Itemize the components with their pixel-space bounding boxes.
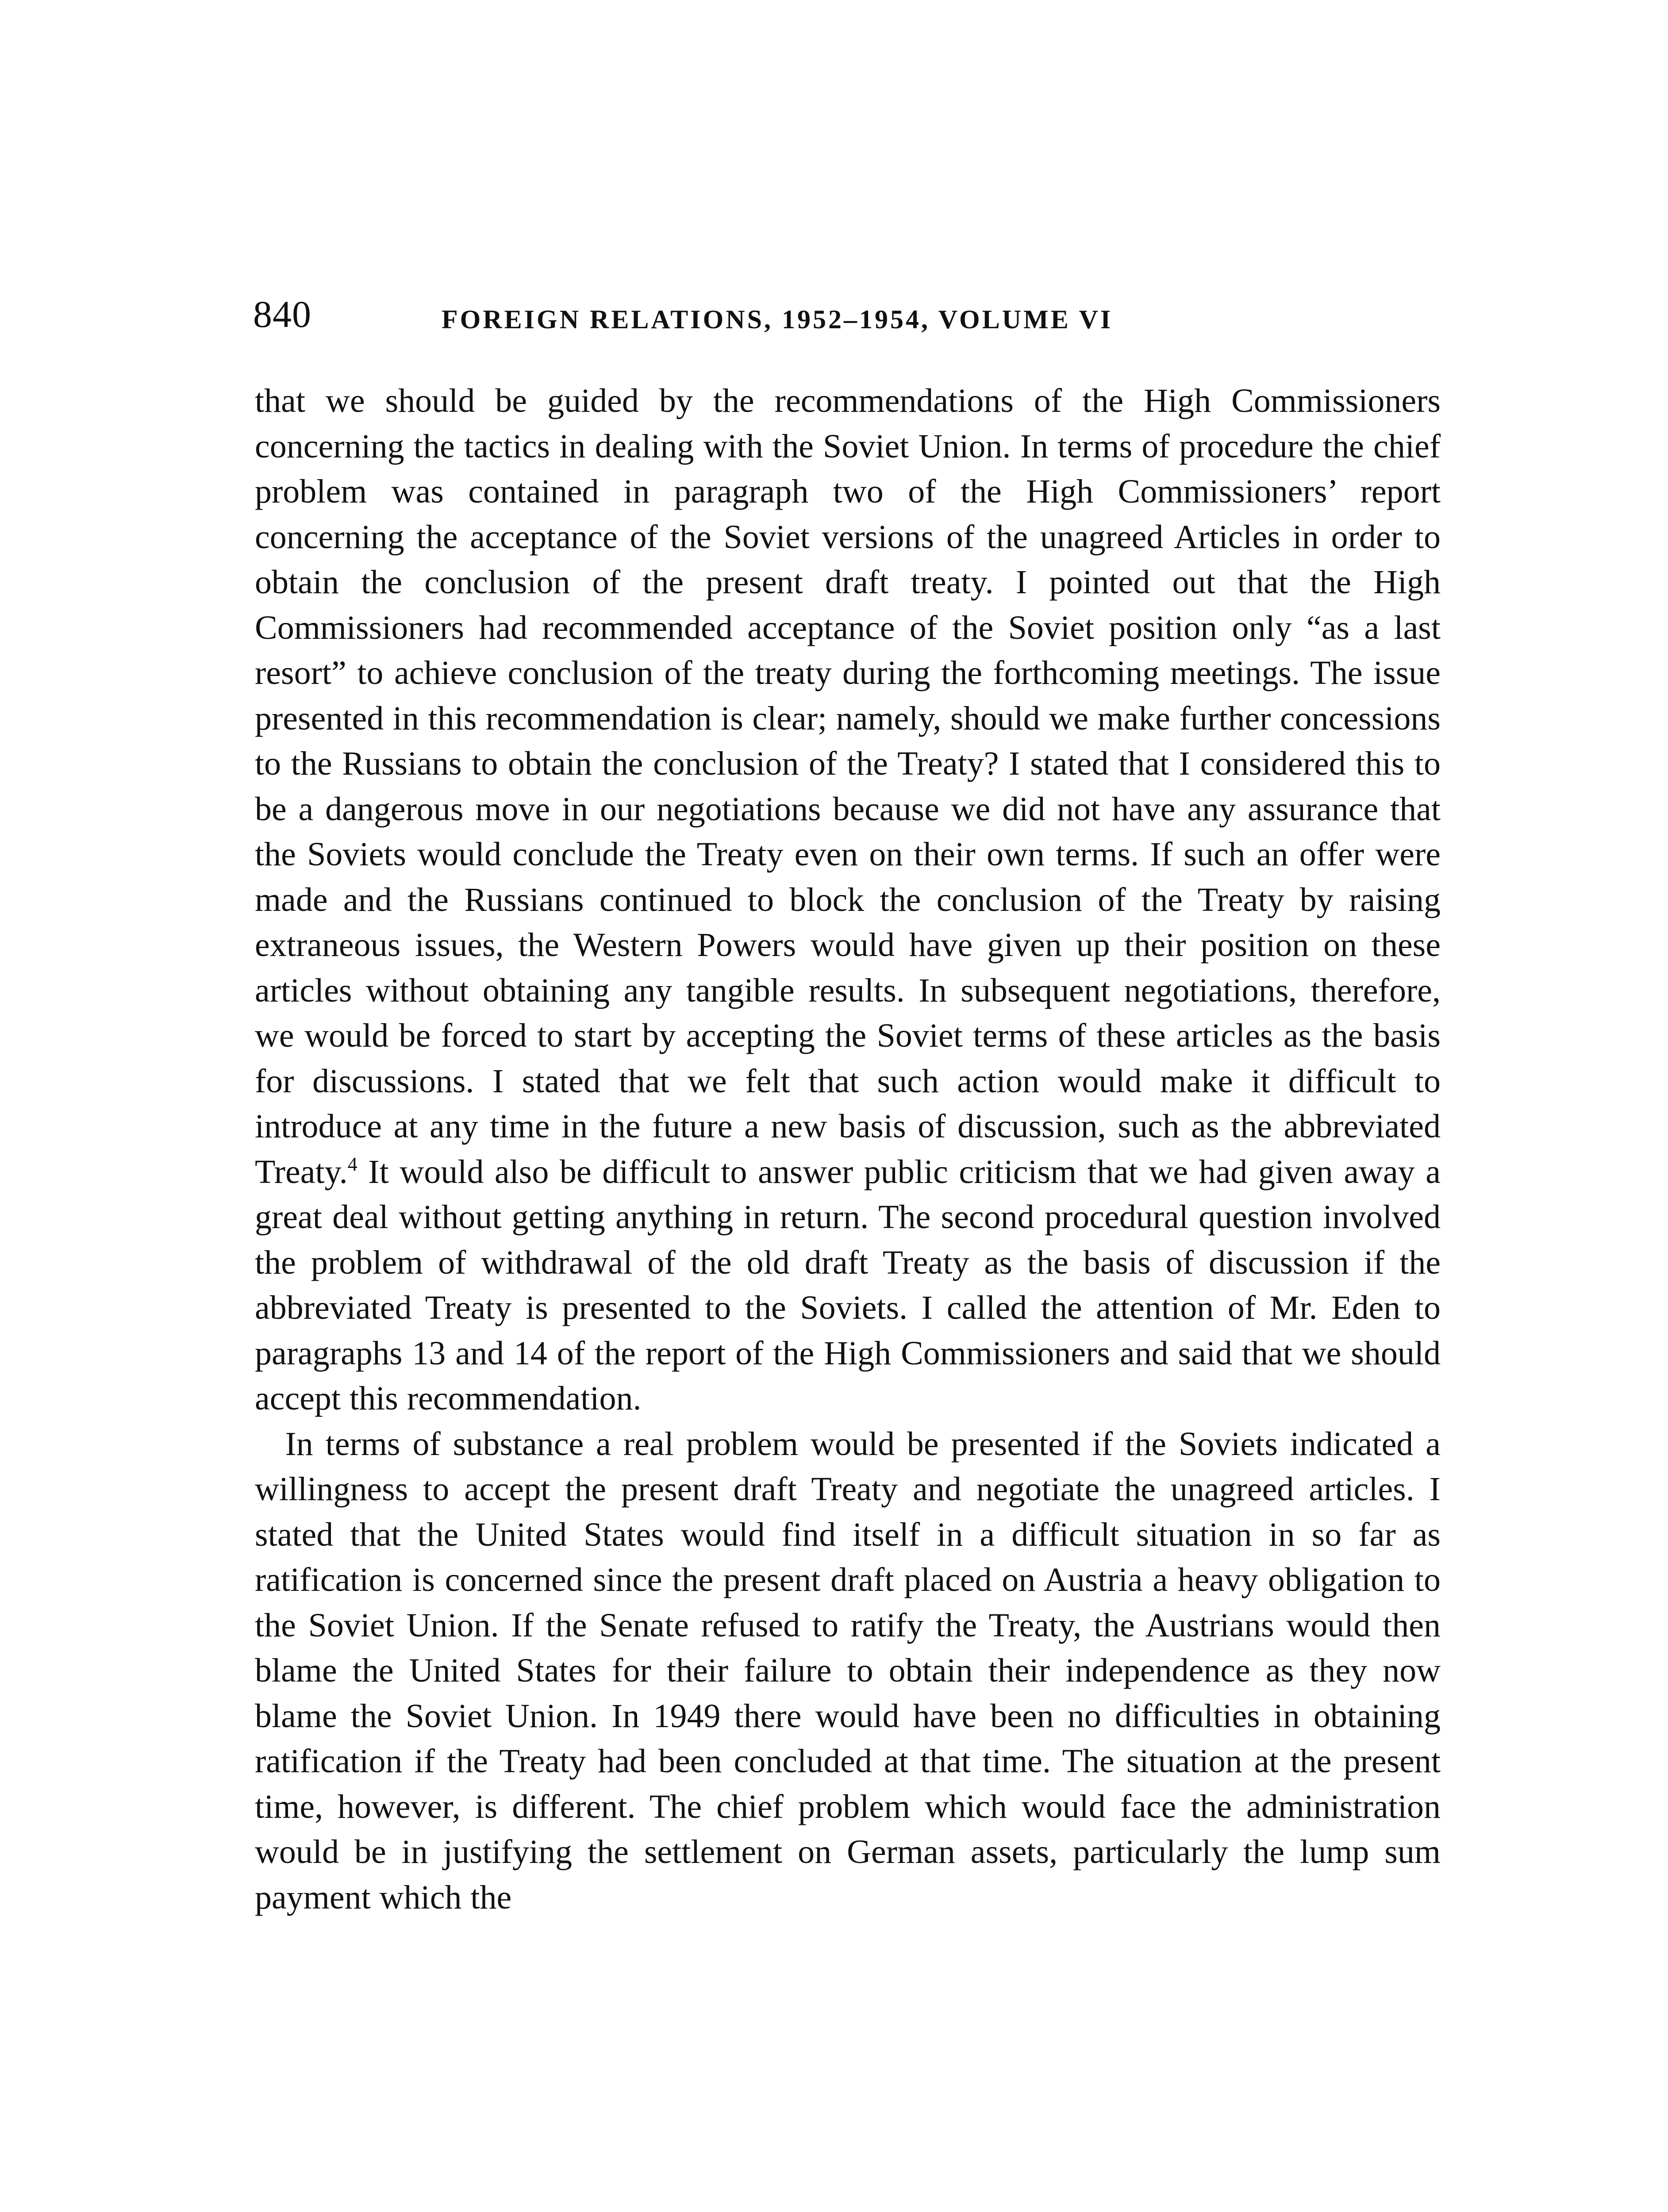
paragraph-1-continued-text: It would also be difficult to answer public criticism that we had given away a great deal without getting anything in return. The second procedural question involved the problem of withdrawal of the old draft Treaty as the basis of discussion if the abbreviated Treaty is presented to the Soviets. I called the attention of Mr. Eden to paragraphs 13 and 14 of the report of the High Commissioners and said that we should accept this recommendation. bbox=[255, 1153, 1441, 1417]
paragraph-2: In terms of substance a real problem would be presented if the Soviets indicated a willingness to accept the present draft Treaty and negotiate the unagreed articles. I stated that the United States would find itself in a difficult situation in so far as ratification is concerned since the present draft placed on Austria a heavy obligation to the Soviet Union. If the Senate refused to ratify the Treaty, the Austrians would then blame the United States for their failure to obtain their independence as they now blame the Soviet Union. In 1949 there would have been no difficulties in obtaining ratification if the Treaty had been concluded at that time. The situation at the present time, however, is different. The chief problem which would face the administration would be in justifying the settlement on German assets, particularly the lump sum payment which the bbox=[255, 1425, 1441, 1916]
body-text bbox=[255, 378, 1441, 1920]
running-head bbox=[253, 292, 1448, 341]
page-number: 840 bbox=[253, 293, 311, 335]
footnote-reference: 4 bbox=[347, 1153, 357, 1175]
paragraph-1-text: that we should be guided by the recommendations of the High Commissioners concerning the tactics in dealing with the Soviet Union. In terms of procedure the chief problem was contained in paragraph two of the High Commissioners’ report concerning the acceptance of the Soviet versions of the unagreed Articles in order to obtain the conclusion of the present draft treaty. I pointed out that the High Commissioners had recommended acceptance of the Soviet position only “as a last resort” to achieve conclusion of the treaty during the forthcoming meetings. The issue presented in this recommendation is clear; namely, should we make further concessions to the Russians to obtain the conclusion of the Treaty? I stated that I considered this to be a dangerous move in our negotiations because we did not have any assurance that the Soviets would conclude the Treaty even on their own terms. If such an offer were made and the Russians continued to block the conclusion of the Treaty by raising extraneous issues, the Western Powers would have given up their position on these articles without obtaining any tangible results. In subsequent negotiations, therefore, we would be forced to start by accepting the Soviet terms of these articles as the basis for discussions. I stated that we felt that such action would make it difficult to introduce at any time in the future a new basis of discussion, such as the abbreviated Treaty. bbox=[255, 382, 1441, 1190]
running-title: FOREIGN RELATIONS, 1952–1954, VOLUME VI bbox=[442, 305, 1113, 334]
paragraph-1 bbox=[255, 378, 1441, 1421]
